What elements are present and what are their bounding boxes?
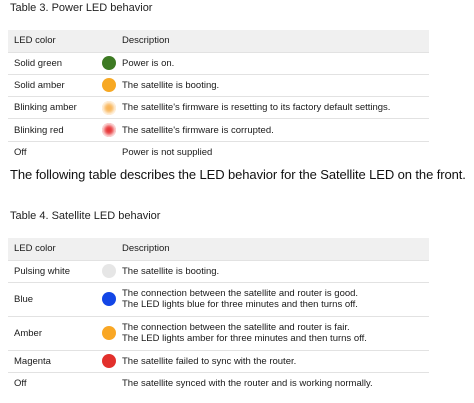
led-swatch-cell [101,316,116,350]
led-swatch-cell [101,282,116,316]
header-led-color: LED color [8,238,101,260]
description-line: The satellite failed to sync with the router. [122,355,297,367]
led-color-cell: Solid amber [8,74,101,96]
description-line: Power is on. [122,57,175,69]
description-line: The satellite's firmware is corrupted. [122,124,274,136]
header-led-color: LED color [8,30,101,52]
led-swatch-cell [101,52,116,74]
led-indicator-icon [102,354,116,368]
led-swatch-cell [101,97,116,119]
table-row [8,316,429,350]
table-row [8,260,429,282]
led-swatch-cell [101,372,116,394]
table-row [8,372,429,394]
led-color-cell: Pulsing white [8,260,101,282]
led-color-cell: Solid green [8,52,101,74]
description-line: The satellite synced with the router and is working normally. [122,377,373,389]
description-cell [116,316,429,350]
satellite-led-table [8,238,429,394]
led-color-cell: Magenta [8,350,101,372]
header-description: Description [116,238,429,260]
description-cell [116,282,429,316]
table-row [8,119,429,141]
description-line: Power is not supplied [122,147,213,159]
table-header-row [8,30,429,52]
led-indicator-icon [102,292,116,306]
table-row [8,52,429,74]
header-description: Description [116,30,429,52]
led-swatch-cell [101,119,116,141]
header-led-swatch [101,30,116,52]
table-row [8,97,429,119]
led-indicator-icon [102,78,116,92]
description-line: The satellite is booting. [122,265,220,277]
header-led-swatch [101,238,116,260]
led-indicator-icon [102,56,116,70]
description-line: The LED lights amber for three minutes and then turns off. [122,333,367,344]
description-cell [116,74,429,96]
power-led-table [8,30,429,163]
led-color-cell: Blinking amber [8,97,101,119]
description-cell [116,350,429,372]
led-swatch-cell [101,141,116,163]
intro-paragraph: The following table describes the LED behavior for the Satellite LED on the front. [10,167,466,182]
table4-caption: Table 4. Satellite LED behavior [10,210,161,222]
description-cell [116,52,429,74]
led-swatch-cell [101,260,116,282]
led-indicator-icon [102,123,116,137]
led-swatch-cell [101,350,116,372]
description-cell [116,141,429,163]
led-color-cell: Blinking red [8,119,101,141]
description-cell [116,372,429,394]
table-row [8,350,429,372]
led-indicator-icon [102,326,116,340]
description-cell [116,260,429,282]
table-row [8,141,429,163]
table-header-row [8,238,429,260]
description-line: The LED lights blue for three minutes and then turns off. [122,299,358,310]
table-row [8,74,429,96]
description-cell [116,97,429,119]
led-color-cell: Off [8,141,101,163]
table3-caption: Table 3. Power LED behavior [10,2,153,14]
led-color-cell: Blue [8,282,101,316]
description-line: The connection between the satellite and router is fair. [122,322,350,333]
led-indicator-icon [102,101,116,115]
description-line: The satellite is booting. [122,79,220,91]
led-indicator-icon [102,264,116,278]
description-cell [116,119,429,141]
led-color-cell: Amber [8,316,101,350]
led-swatch-cell [101,74,116,96]
led-color-cell: Off [8,372,101,394]
description-line: The connection between the satellite and router is good. [122,288,359,299]
description-line: The satellite's firmware is resetting to its factory default settings. [122,102,391,114]
table-row [8,282,429,316]
